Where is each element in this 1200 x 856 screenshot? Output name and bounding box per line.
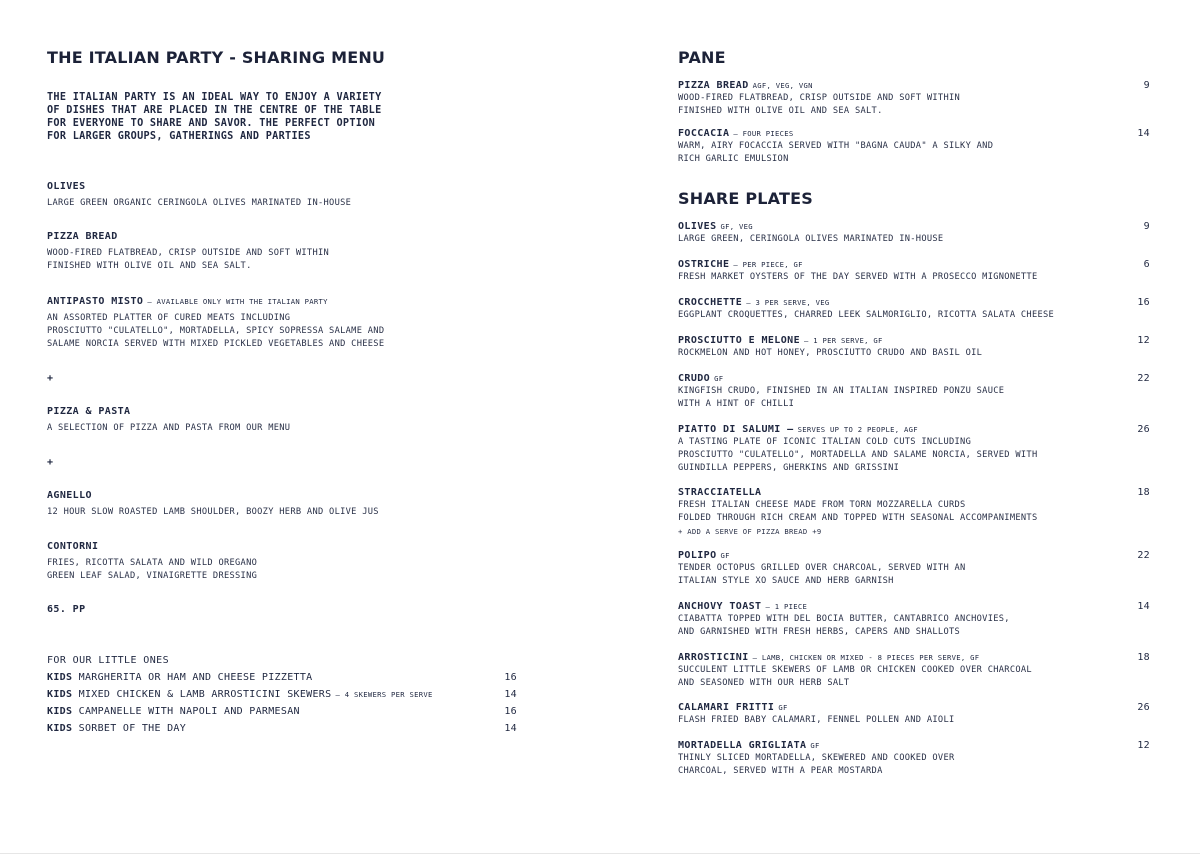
menu-item	[678, 600, 1150, 639]
item-price: 26	[1137, 424, 1150, 435]
kids-item	[47, 722, 517, 735]
item-description: FRESH MARKET OYSTERS OF THE DAY SERVED WITH A PROSECCO MIGNONETTE	[678, 272, 1038, 282]
item-description: A TASTING PLATE OF ICONIC ITALIAN COLD CUTS INCLUDING PROSCIUTTO "CULATELLO", MORTADELLA AND SALAME NORCIA, SERVED WITH GUINDILLA PEPPERS, GHERKINS AND GRISSINI	[678, 437, 1038, 473]
item-name: OLIVES	[678, 221, 717, 232]
menu-item	[678, 486, 1150, 538]
item-price: 14	[1137, 128, 1150, 139]
pane-title: PANE	[678, 48, 726, 67]
kids-item-price: 14	[504, 723, 517, 734]
item-tag: AGF, VEG, VGN	[752, 81, 813, 90]
item-description: FRIES, RICOTTA SALATA AND WILD OREGANO GREEN LEAF SALAD, VINAIGRETTE DRESSING	[47, 558, 258, 581]
item-tag: GF	[778, 703, 788, 712]
item-price: 18	[1137, 487, 1150, 498]
sharing-item-antipasto-misto	[47, 295, 527, 351]
item-name: OSTRICHE	[678, 259, 730, 270]
kids-item-price: 16	[504, 706, 517, 717]
kids-item-name: SORBET OF THE DAY	[78, 723, 187, 734]
menu-item	[678, 258, 1150, 284]
item-tag: – 1 PER SERVE, GF	[804, 336, 883, 345]
item-description: KINGFISH CRUDO, FINISHED IN AN ITALIAN INSPIRED PONZU SAUCE WITH A HINT OF CHILLI	[678, 386, 1005, 409]
item-price: 22	[1137, 373, 1150, 384]
item-price: 22	[1137, 550, 1150, 561]
kids-item-note: – 4 SKEWERS PER SERVE	[335, 690, 433, 699]
item-price: 9	[1143, 80, 1150, 91]
item-name: CRUDO	[678, 373, 711, 384]
item-name: PIZZA & PASTA	[47, 406, 131, 417]
menu-item	[678, 423, 1150, 475]
item-tag: – AVAILABLE ONLY WITH THE ITALIAN PARTY	[147, 297, 328, 306]
item-description: A SELECTION OF PIZZA AND PASTA FROM OUR MENU	[47, 423, 291, 433]
item-price: 26	[1137, 702, 1150, 713]
item-tag: GF	[810, 741, 820, 750]
item-addon: + ADD A SERVE OF PIZZA BREAD +9	[678, 527, 822, 536]
sharing-menu-title: THE ITALIAN PARTY - SHARING MENU	[47, 48, 386, 67]
plus-separator: +	[47, 373, 54, 384]
item-tag: GF	[720, 551, 730, 560]
kids-item-name: CAMPANELLE WITH NAPOLI AND PARMESAN	[78, 706, 300, 717]
sharing-item-pizza-bread	[47, 230, 527, 273]
menu-item	[678, 296, 1150, 322]
item-description: FRESH ITALIAN CHEESE MADE FROM TORN MOZZARELLA CURDS FOLDED THROUGH RICH CREAM AND TOPPED WITH SEASONAL ACCOMPANIMENTS	[678, 500, 1038, 523]
menu-item	[678, 79, 1150, 118]
plus-separator: +	[47, 457, 54, 468]
item-name: MORTADELLA GRIGLIATA	[678, 740, 807, 751]
item-price: 18	[1137, 652, 1150, 663]
item-price: 14	[1137, 601, 1150, 612]
page-bottom-divider	[0, 853, 1200, 854]
kids-item	[47, 705, 517, 718]
item-description: WARM, AIRY FOCACCIA SERVED WITH "BAGNA CAUDA" A SILKY AND RICH GARLIC EMULSION	[678, 141, 994, 164]
sharing-item-contorni	[47, 540, 527, 583]
item-description: LARGE GREEN ORGANIC CERINGOLA OLIVES MARINATED IN-HOUSE	[47, 198, 352, 208]
item-price: 12	[1137, 335, 1150, 346]
item-tag: – 3 PER SERVE, VEG	[746, 298, 830, 307]
item-tag: – LAMB, CHICKEN OR MIXED - 8 PIECES PER SERVE, GF	[752, 653, 980, 662]
menu-item	[678, 701, 1150, 727]
kids-item	[47, 688, 517, 701]
kids-keyword: KIDS	[47, 706, 73, 717]
sharing-item-olives	[47, 180, 527, 210]
item-description: TENDER OCTOPUS GRILLED OVER CHARCOAL, SERVED WITH AN ITALIAN STYLE XO SAUCE AND HERB GARNISH	[678, 563, 966, 586]
item-description: LARGE GREEN, CERINGOLA OLIVES MARINATED IN-HOUSE	[678, 234, 944, 244]
item-name: CROCCHETTE	[678, 297, 743, 308]
sharing-item-pizza-pasta	[47, 405, 527, 435]
kids-item-price: 16	[504, 672, 517, 683]
item-description: SUCCULENT LITTLE SKEWERS OF LAMB OR CHICKEN COOKED OVER CHARCOAL AND SEASONED WITH OUR HERB SALT	[678, 665, 1032, 688]
item-description: EGGPLANT CROQUETTES, CHARRED LEEK SALMORIGLIO, RICOTTA SALATA CHEESE	[678, 310, 1055, 320]
kids-keyword: KIDS	[47, 672, 73, 683]
item-tag: – 1 PIECE	[765, 602, 808, 611]
kids-item-price: 14	[504, 689, 517, 700]
item-name: CALAMARI FRITTI	[678, 702, 775, 713]
kids-item-name: MIXED CHICKEN & LAMB ARROSTICINI SKEWERS	[78, 689, 332, 700]
item-price: 16	[1137, 297, 1150, 308]
sharing-menu-intro: THE ITALIAN PARTY IS AN IDEAL WAY TO ENJOY A VARIETY OF DISHES THAT ARE PLACED IN THE CENTRE OF THE TABLE FOR EVERYONE TO SHARE AND SAVOR. THE PERFECT OPTION FOR LARGER GROUPS, GATHERINGS AND PARTIES	[47, 92, 382, 142]
item-name: PIATTO DI SALUMI –	[678, 424, 794, 435]
item-description: ROCKMELON AND HOT HONEY, PROSCIUTTO CRUDO AND BASIL OIL	[678, 348, 983, 358]
menu-item	[678, 334, 1150, 360]
item-description: THINLY SLICED MORTADELLA, SKEWERED AND COOKED OVER CHARCOAL, SERVED WITH A PEAR MOSTARDA	[678, 753, 955, 776]
item-name: ARROSTICINI	[678, 652, 749, 663]
item-name: AGNELLO	[47, 490, 92, 501]
sharing-item-agnello	[47, 489, 527, 519]
kids-keyword: KIDS	[47, 689, 73, 700]
item-name: ANCHOVY TOAST	[678, 601, 762, 612]
item-name: FOCCACIA	[678, 128, 730, 139]
item-tag: – FOUR PIECES	[733, 129, 794, 138]
item-name: STRACCIATELLA	[678, 487, 762, 498]
item-tag: – PER PIECE, GF	[733, 260, 803, 269]
share-plates-title: SHARE PLATES	[678, 189, 813, 208]
item-name: ANTIPASTO MISTO	[47, 296, 144, 307]
item-name: PROSCIUTTO E MELONE	[678, 335, 800, 346]
item-name: CONTORNI	[47, 541, 99, 552]
menu-item	[678, 220, 1150, 246]
price-per-person: 65. PP	[47, 604, 86, 615]
item-name: POLIPO	[678, 550, 717, 561]
item-tag: GF	[714, 374, 724, 383]
menu-item	[678, 372, 1150, 411]
item-tag: GF, VEG	[720, 222, 753, 231]
item-description: WOOD-FIRED FLATBREAD, CRISP OUTSIDE AND SOFT WITHIN FINISHED WITH OLIVE OIL AND SEA SALT.	[47, 248, 330, 271]
menu-item	[678, 549, 1150, 588]
item-price: 6	[1143, 259, 1150, 270]
item-description: CIABATTA TOPPED WITH DEL BOCIA BUTTER, CANTABRICO ANCHOVIES, AND GARNISHED WITH FRESH HERBS, CAPERS AND SHALLOTS	[678, 614, 1010, 637]
item-description: AN ASSORTED PLATTER OF CURED MEATS INCLUDING PROSCIUTTO "CULATELLO", MORTADELLA, SPICY SOPRESSA SALAME AND SALAME NORCIA SERVED WITH MIXED PICKLED VEGETABLES AND CHEESE	[47, 313, 385, 349]
kids-item	[47, 671, 517, 684]
kids-item-name: MARGHERITA OR HAM AND CHEESE PIZZETTA	[78, 672, 313, 683]
item-description: 12 HOUR SLOW ROASTED LAMB SHOULDER, BOOZY HERB AND OLIVE JUS	[47, 507, 379, 517]
item-description: FLASH FRIED BABY CALAMARI, FENNEL POLLEN AND AIOLI	[678, 715, 955, 725]
item-tag: SERVES UP TO 2 PEOPLE, AGF	[797, 425, 918, 434]
item-price: 9	[1143, 221, 1150, 232]
menu-item	[678, 739, 1150, 778]
menu-item	[678, 651, 1150, 690]
item-description: WOOD-FIRED FLATBREAD, CRISP OUTSIDE AND SOFT WITHIN FINISHED WITH OLIVE OIL AND SEA SALT.	[678, 93, 961, 116]
little-ones-heading: FOR OUR LITTLE ONES	[47, 655, 169, 666]
item-price: 12	[1137, 740, 1150, 751]
item-name: PIZZA BREAD	[47, 231, 118, 242]
kids-keyword: KIDS	[47, 723, 73, 734]
menu-item	[678, 127, 1150, 166]
item-name: PIZZA BREAD	[678, 80, 749, 91]
item-name: OLIVES	[47, 181, 86, 192]
